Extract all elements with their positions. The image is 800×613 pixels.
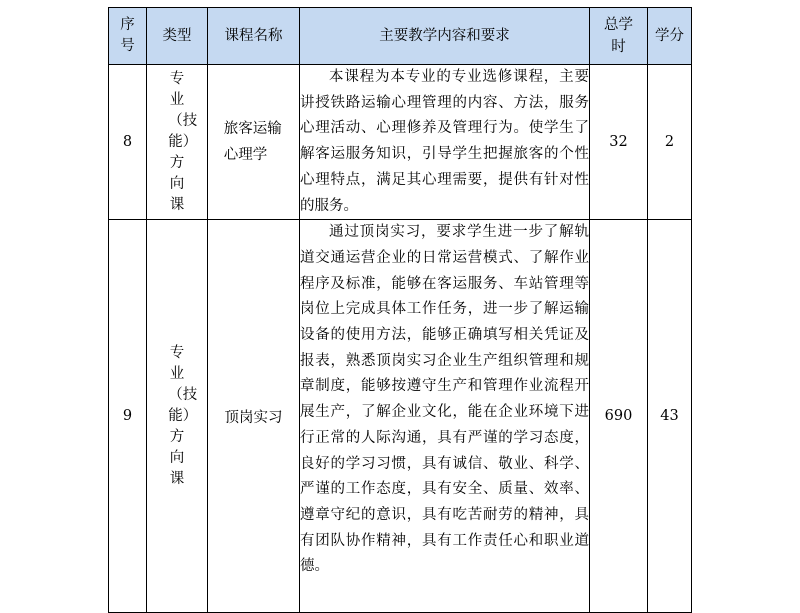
- header-type: 类型: [147, 8, 208, 65]
- cell-name: 旅客运输心理学: [208, 65, 300, 220]
- cell-content: 通过顶岗实习，要求学生进一步了解轨道交通运营企业的日常运营模式、了解作业程序及标准，能够在客运服务、车站管理等岗位上完成具体工作任务，进一步了解运输设备的使用方法，能够正确填写相关凭证及报表，熟悉顶岗实习企业生产组织管理和规章制度，能够按遵守生产和管理作业流程开展生产，了解企业文化，能在企业环境下进行正常的人际沟通，具有严谨的学习态度，良好的学习习惯，具有诚信、敬业、科学、严谨的工作态度，具有安全、质量、效率、遵章守纪的意识，具有吃苦耐劳的精神，具有团队协作精神，具有工作责任心和职业道德。: [300, 220, 590, 613]
- cell-type: 专业（技能）方向课: [147, 220, 208, 613]
- header-row: [109, 8, 692, 65]
- cell-name: 顶岗实习: [208, 220, 300, 613]
- cell-hours: 690: [590, 220, 648, 613]
- table-row: [109, 65, 692, 220]
- header-hours: 总学时: [590, 8, 648, 65]
- header-no: 序号: [109, 8, 147, 65]
- cell-no: 9: [109, 220, 147, 613]
- header-name: 课程名称: [208, 8, 300, 65]
- cell-type: 专业（技能）方向课: [147, 65, 208, 220]
- cell-hours: 32: [590, 65, 648, 220]
- cell-no: 8: [109, 65, 147, 220]
- course-table: [108, 7, 692, 613]
- table-row: [109, 220, 692, 613]
- header-content: 主要教学内容和要求: [300, 8, 590, 65]
- header-credit: 学分: [648, 8, 692, 65]
- cell-content: 本课程为本专业的专业选修课程，主要讲授铁路运输心理管理的内容、方法，服务心理活动、心理修养及管理行为。使学生了解客运服务知识，引导学生把握旅客的个性心理特点，满足其心理需要，提供有针对性的服务。: [300, 65, 590, 220]
- cell-credit: 2: [648, 65, 692, 220]
- cell-credit: 43: [648, 220, 692, 613]
